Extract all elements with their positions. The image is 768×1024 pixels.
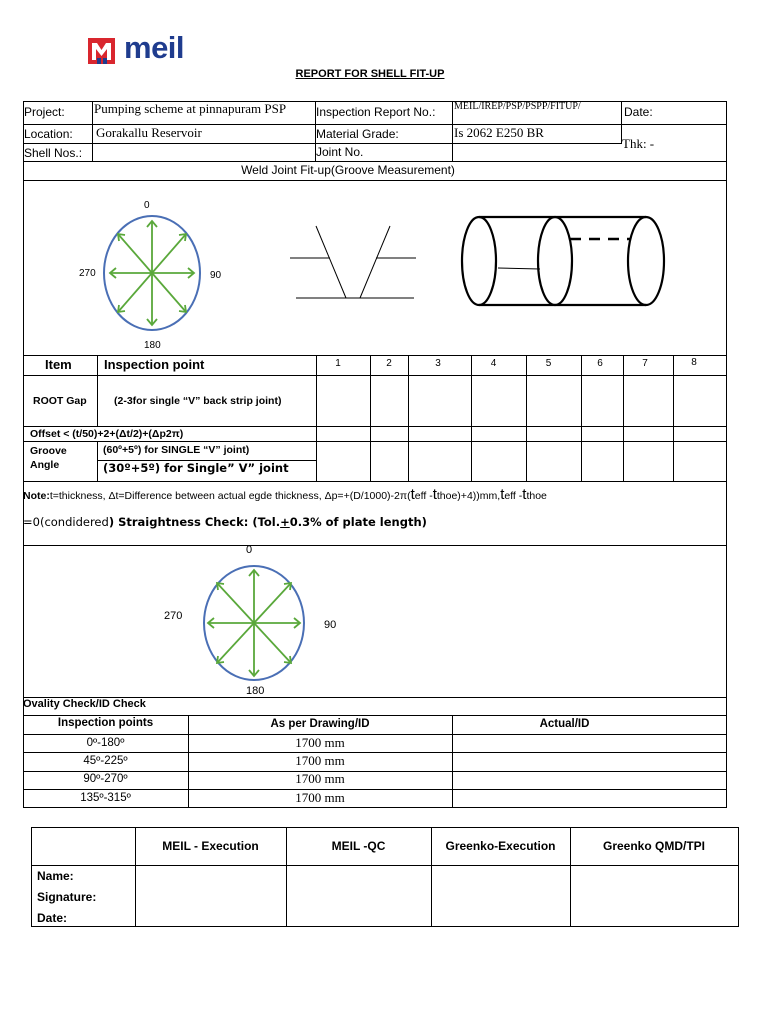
joint-no-label: Joint No. [316, 145, 364, 159]
compass-diagram [78, 196, 228, 354]
company-logo [88, 30, 210, 66]
ovality-label-left: 270 [164, 610, 183, 622]
ovality-header-drawing: As per Drawing/ID [270, 718, 370, 730]
v-groove-icon [286, 222, 420, 304]
ovality-row-4-point: 135º-315º [80, 792, 131, 804]
note-label: Note: [23, 490, 50, 502]
signoff-header-greenko-execution: Greenko-Execution [445, 839, 556, 853]
column-header-8: 8 [691, 357, 697, 368]
note-considered: =0(condidered [23, 515, 109, 529]
column-header-4: 4 [490, 358, 497, 369]
cylinder-icon [458, 212, 670, 312]
offset-formula: Offset < (t/50)+2+(Δt/2)+(Δp2π) [30, 428, 184, 440]
report-title: REPORT FOR SHELL FIT-UP [295, 68, 445, 80]
location-value: Gorakallu Reservoir [96, 125, 202, 140]
ovality-row-3-drawing: 1700 mm [295, 771, 345, 786]
signoff-date-label: Date: [37, 911, 68, 925]
inspection-report-label: Inspection Report No.: [316, 105, 436, 119]
compass-label-right: 90 [210, 270, 222, 281]
groove-point-2: (30º+5º) for Single” V” joint [103, 461, 289, 475]
straightness-plusminus: + [280, 515, 290, 529]
ovality-label-bottom: 180 [246, 685, 265, 697]
ovality-row-4-drawing: 1700 mm [295, 790, 345, 805]
shell-nos-label: Shell Nos.: [24, 146, 83, 160]
item-header: Item [45, 357, 72, 372]
column-header-2: 2 [386, 358, 392, 369]
logo-wordmark: meil [124, 30, 185, 65]
weld-section-title: Weld Joint Fit-up(Groove Measurement) [241, 163, 455, 177]
column-header-5: 5 [545, 358, 552, 369]
note-t-glyph-1: t [410, 486, 415, 503]
ovality-row-2-drawing: 1700 mm [295, 753, 345, 768]
project-label: Project: [24, 105, 65, 119]
note-t-glyph-2: t [432, 486, 437, 503]
root-gap-point: (2-3for single “V” back strip joint) [114, 395, 282, 407]
ovality-header-actual: Actual/ID [539, 718, 590, 730]
signoff-header-meil-qc: MEIL -QC [331, 839, 386, 853]
ovality-row-2-point: 45º-225º [83, 755, 128, 767]
note-line-1 [23, 487, 547, 502]
note-text-c: eff - [414, 490, 433, 502]
compass-label-bottom: 180 [144, 340, 161, 351]
straightness-tolerance: 0.3% of plate length) [289, 515, 427, 529]
signoff-header-meil-execution: MEIL - Execution [162, 839, 259, 853]
groove-point-1: (60º+5º) for SINGLE “V” joint) [103, 444, 250, 456]
straightness-check-title: ) Straightness Check: (Tol. [108, 515, 281, 529]
signoff-signature-label: Signature: [37, 890, 97, 904]
compass-label-left: 270 [79, 268, 96, 279]
v-groove-diagram [286, 222, 420, 304]
location-label: Location: [24, 127, 73, 141]
ovality-title: Ovality Check/ID Check [23, 698, 146, 710]
inspection-point-header: Inspection point [104, 357, 205, 372]
project-value: Pumping scheme at pinnapuram PSP [94, 101, 287, 116]
ovality-label-right: 90 [324, 619, 337, 631]
root-gap-label: ROOT Gap [33, 395, 87, 407]
ovality-row-3-point: 90º-270º [83, 773, 128, 785]
material-grade-label: Material Grade: [316, 127, 399, 141]
column-header-1: 1 [335, 358, 341, 369]
ovality-compass-icon [160, 543, 345, 701]
note-text-b: +(D/1000)-2π( [343, 490, 411, 502]
inspection-report-value: MEIL/IREP/PSP/PSPP/FITUP/ [454, 101, 581, 112]
note-text-a: t=thickness, Δt=Difference between actual egde thickness, Δp= [49, 490, 344, 502]
note-line-2 [23, 517, 427, 529]
shell-cylinders-diagram [458, 212, 670, 312]
date-label: Date: [624, 105, 653, 119]
column-header-3: 3 [435, 358, 441, 369]
note-text-e: eff - [504, 490, 523, 502]
column-header-6: 6 [597, 358, 603, 369]
signoff-name-label: Name: [37, 869, 74, 883]
ovality-row-1-drawing: 1700 mm [295, 735, 345, 750]
compass-label-top: 0 [144, 200, 150, 211]
thk-label: Thk: - [622, 136, 655, 151]
material-grade-value: Is 2062 E250 BR [454, 125, 544, 140]
signoff-header-greenko-qmd: Greenko QMD/TPI [602, 839, 706, 853]
ovality-row-1-point: 0º-180º [86, 737, 125, 749]
column-header-7: 7 [642, 358, 648, 369]
groove-angle-label: Groove Angle [30, 445, 67, 471]
ovality-label-top: 0 [246, 544, 253, 556]
note-t-glyph-4: t [522, 486, 527, 503]
compass-circle-icon [78, 196, 228, 354]
ovality-compass-diagram [160, 543, 345, 701]
note-text-f: thoe [526, 490, 547, 502]
note-t-glyph-3: t [500, 486, 505, 503]
ovality-header-points: Inspection points [57, 717, 154, 729]
note-text-d: thoe)+4))mm, [436, 490, 501, 502]
